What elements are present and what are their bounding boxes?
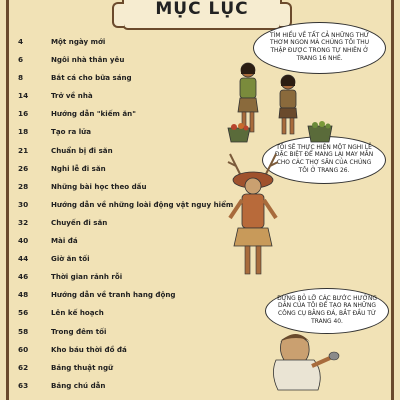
speech-bubble-text: TÔI SẼ THỰC HIỆN MỘT NGHI LỄ ĐẶC BIỆT ĐỂ MANG LẠI MAY MẮN CHO CÁC THỢ SĂN CỦA CHÚNG TÔI Ở TRANG 26. [274, 144, 374, 174]
toc-page-number: 56 [18, 308, 29, 318]
toc-page-number: 21 [18, 145, 29, 155]
toc-page-number: 16 [18, 109, 29, 119]
toc-label: Bảng chú dẫn [51, 380, 106, 390]
toc-page-number: 18 [18, 127, 29, 137]
toc-label: Hướng dẫn về tranh hang động [51, 290, 176, 300]
toc-page-number: 4 [18, 37, 24, 46]
toc-label: Mài đá [51, 236, 78, 246]
toc-entry[interactable] [18, 345, 248, 363]
toc-page-number: 48 [18, 290, 29, 300]
toc-entry[interactable] [18, 182, 248, 200]
toc-entry[interactable] [18, 91, 248, 109]
toc-entry[interactable] [18, 109, 248, 127]
toc-label: Hướng dẫn "kiếm ăn" [51, 109, 136, 119]
toc-page-number: 63 [18, 380, 29, 390]
toc-label: Kho báu thời đồ đá [51, 344, 127, 354]
toc-label: Giờ ăn tối [51, 254, 90, 264]
toc-page-number: 30 [18, 199, 29, 209]
toc-label: Ngôi nhà thân yêu [51, 55, 125, 65]
toc-page-number: 62 [18, 362, 29, 372]
toc-page-number: 44 [18, 254, 29, 264]
toc-entry[interactable] [18, 218, 248, 236]
toc-label: Hướng dẫn về những loài động vật nguy hiểm [51, 199, 234, 209]
toc-entry[interactable] [18, 327, 248, 345]
toc-entry[interactable] [18, 37, 248, 55]
toc-page-number: 26 [18, 163, 29, 173]
toc-label: Lên kế hoạch [51, 308, 104, 318]
page-title: MỤC LỤC [155, 0, 249, 19]
toc-page-number: 60 [18, 344, 29, 354]
toc-page-number: 58 [18, 326, 29, 336]
toc-entry[interactable] [18, 164, 248, 182]
speech-bubble-text: ĐỪNG BỎ LỠ CÁC BƯỚC HƯỚNG DẪN CỦA TÔI ĐỂ TẠO RA NHỮNG CÔNG CỤ BẰNG ĐÁ, BẮT ĐẦU TỪ TRANG 40. [277, 295, 377, 325]
toc-page-number: 28 [18, 181, 29, 191]
toc-entry[interactable] [18, 127, 248, 145]
speech-bubble-toolmaker [265, 288, 389, 334]
toc-label: Nghi lễ đi săn [51, 163, 106, 173]
toc-label: Bảng thuật ngữ [51, 362, 114, 372]
title-plaque [122, 0, 282, 30]
toc-label: Chuẩn bị đi săn [51, 145, 113, 155]
toc-entry[interactable] [18, 55, 248, 73]
toc-page-number: 6 [18, 55, 24, 65]
gatherers-illustration [218, 58, 338, 144]
toc-label: Một ngày mới [51, 37, 106, 46]
speech-bubble-text: TÌM HIỂU VỀ TẤT CẢ NHỮNG THỨ THƠM NGON MÀ CHÚNG TÔI THU THẬP ĐƯỢC TRONG TỰ NHIÊN Ở TRANG 16 NHÉ. [269, 32, 370, 62]
toc-entry[interactable] [18, 290, 248, 308]
toc-page-number: 46 [18, 272, 29, 282]
table-of-contents [18, 37, 248, 399]
toc-entry[interactable] [18, 308, 248, 326]
toc-label: Chuyến đi săn [51, 217, 108, 227]
toc-entry[interactable] [18, 363, 248, 381]
toc-entry[interactable] [18, 381, 248, 399]
toc-label: Thời gian rảnh rỗi [51, 272, 123, 282]
toc-page-number: 40 [18, 236, 29, 246]
toc-page-number: 14 [18, 91, 29, 101]
toc-entry[interactable] [18, 146, 248, 164]
toc-page-number: 8 [18, 73, 24, 83]
toc-entry[interactable] [18, 272, 248, 290]
toc-label: Trở về nhà [51, 91, 93, 101]
toc-entry[interactable] [18, 236, 248, 254]
toc-entry[interactable] [18, 73, 248, 91]
toc-page-number: 32 [18, 217, 29, 227]
toc-label: Trong đêm tối [51, 326, 107, 336]
toc-entry[interactable] [18, 200, 248, 218]
toc-label: Những bài học theo dấu [51, 181, 147, 191]
toc-entry[interactable] [18, 254, 248, 272]
toc-label: Tạo ra lửa [51, 127, 91, 137]
shaman-illustration [218, 150, 288, 280]
toolmaker-illustration [262, 330, 352, 400]
toc-label: Bắt cá cho bữa sáng [51, 73, 132, 83]
